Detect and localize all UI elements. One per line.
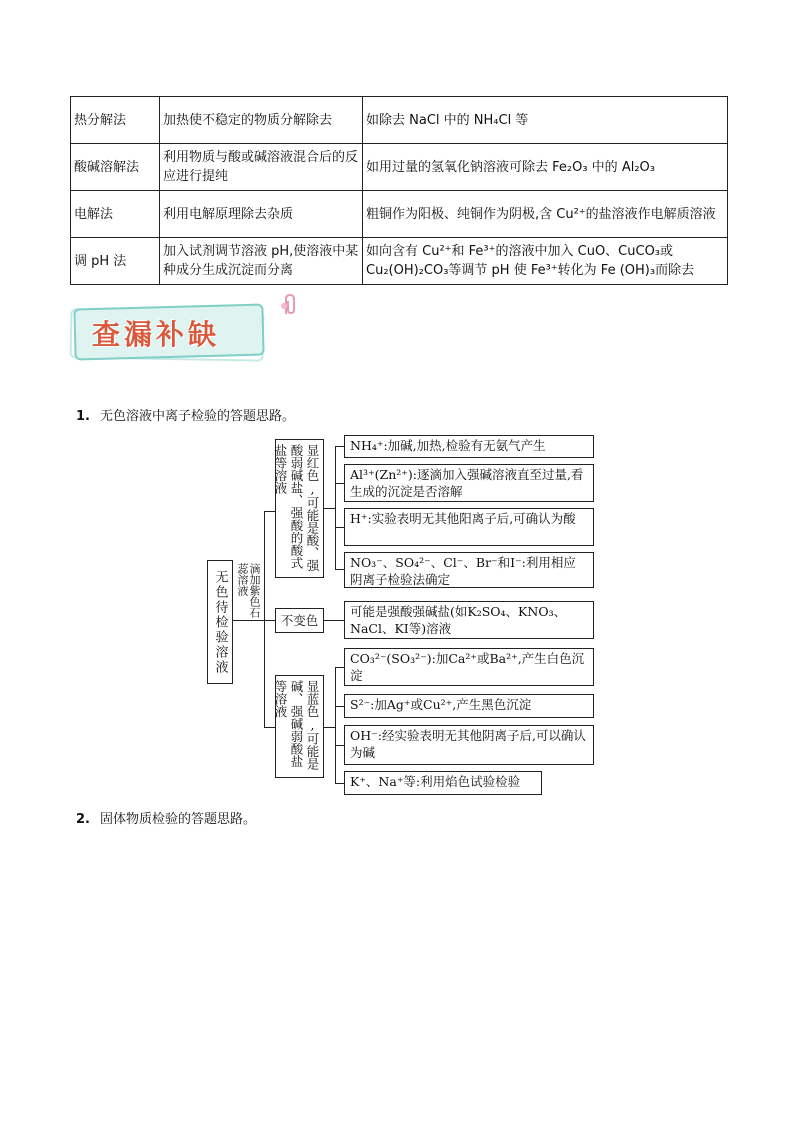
connector: [264, 620, 275, 621]
question-number: 1.: [76, 409, 90, 424]
test-item: NH₄⁺:加碱,加热,检验有无氨气产生: [344, 435, 594, 458]
principle-cell: 利用电解原理除去杂质: [160, 191, 363, 238]
question-text: 固体物质检验的答题思路。: [99, 812, 256, 827]
connector: [335, 569, 344, 570]
method-cell: 调 pH 法: [71, 238, 160, 285]
connector: [324, 620, 344, 621]
neutral-result-node: 不变色: [275, 608, 324, 633]
method-cell: 热分解法: [71, 97, 160, 144]
purification-methods-table: [70, 96, 728, 285]
test-item: OH⁻:经实验表明无其他阴离子后,可以确认为碱: [344, 725, 594, 765]
table-row: [71, 144, 728, 191]
test-item: CO₃²⁻(SO₃²⁻):加Ca²⁺或Ba²⁺,产生白色沉淀: [344, 648, 594, 686]
test-item: 可能是强酸强碱盐(如K₂SO₄、KNO₃、NaCl、KI等)溶液: [344, 601, 594, 639]
method-cell: 电解法: [71, 191, 160, 238]
test-item: NO₃⁻、SO₄²⁻、Cl⁻、Br⁻和I⁻:利用相应阴离子检验法确定: [344, 552, 594, 588]
connector: [335, 446, 336, 569]
table-row: [71, 238, 728, 285]
section-banner: [70, 298, 266, 358]
connector: [335, 667, 344, 668]
example-cell: 如用过量的氢氧化钠溶液可除去 Fe₂O₃ 中的 Al₂O₃: [363, 144, 728, 191]
question-1: [76, 405, 295, 424]
table-row: [71, 191, 728, 238]
question-2: [76, 808, 256, 827]
method-cell: 酸碱溶解法: [71, 144, 160, 191]
connector: [335, 483, 344, 484]
root-label: 无色待检验溶液: [212, 569, 228, 675]
connector: [264, 511, 275, 512]
connector: [247, 620, 264, 621]
example-cell: 粗铜作为阳极、纯铜作为阴极,含 Cu²⁺的盐溶液作电解质溶液: [363, 191, 728, 238]
test-item: S²⁻:加Ag⁺或Cu²⁺,产生黑色沉淀: [344, 694, 594, 718]
connector: [264, 727, 275, 728]
principle-cell: 加入试剂调节溶液 pH,使溶液中某种成分生成沉淀而分离: [160, 238, 363, 285]
connector: [335, 706, 344, 707]
connector: [335, 783, 344, 784]
table-row: [71, 97, 728, 144]
root-node: [207, 560, 233, 684]
banner-title: 查漏补缺: [92, 318, 221, 351]
principle-cell: 加热使不稳定的物质分解除去: [160, 97, 363, 144]
test-item: Al³⁺(Zn²⁺):逐滴加入强碱溶液直至过量,看生成的沉淀是否溶解: [344, 464, 594, 502]
question-number: 2.: [76, 812, 90, 827]
connector: [264, 511, 265, 727]
test-item: K⁺、Na⁺等:利用焰色试验检验: [344, 771, 542, 795]
connector: [335, 745, 344, 746]
connector: [335, 446, 344, 447]
reagent-label: 滴加紫色石蕊溶液: [236, 563, 261, 618]
connector: [335, 527, 344, 528]
test-item: H⁺:实验表明无其他阳离子后,可确认为酸: [344, 508, 594, 546]
connector: [335, 667, 336, 783]
red-result-node: 显红色,可能是酸、强酸弱碱盐、强酸的酸式盐等溶液: [275, 439, 324, 578]
connector: [324, 508, 335, 509]
paperclip-icon: [280, 294, 300, 316]
question-text: 无色溶液中离子检验的答题思路。: [99, 409, 295, 424]
example-cell: 如除去 NaCl 中的 NH₄Cl 等: [363, 97, 728, 144]
blue-result-node: 显蓝色,可能是碱、强碱弱酸盐等溶液: [275, 675, 324, 778]
example-cell: 如向含有 Cu²⁺和 Fe³⁺的溶液中加入 CuO、CuCO₃或 Cu₂(OH)₂CO₃等调节 pH 使 Fe³⁺转化为 Fe (OH)₃而除去: [363, 238, 728, 285]
connector: [324, 727, 335, 728]
principle-cell: 利用物质与酸或碱溶液混合后的反应进行提纯: [160, 144, 363, 191]
